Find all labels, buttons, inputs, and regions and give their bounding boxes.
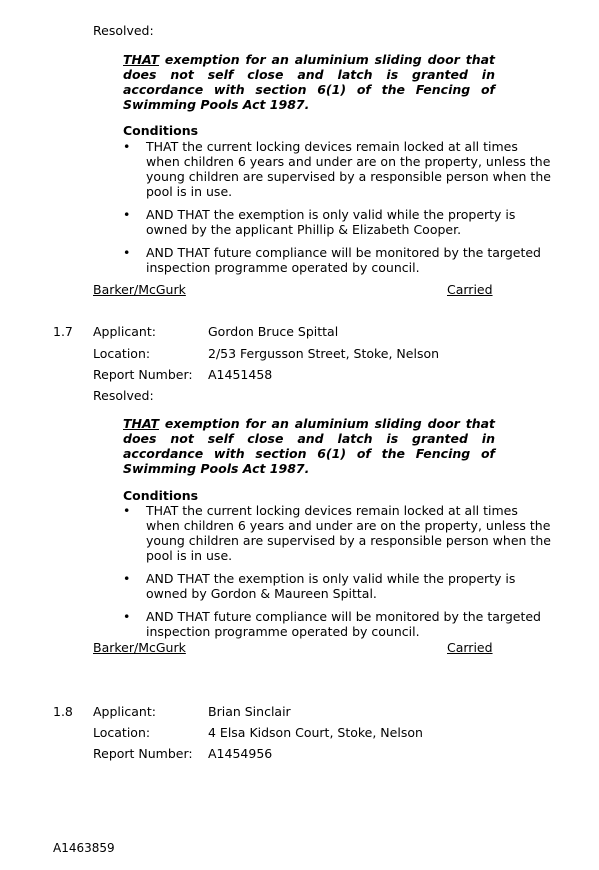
condition-item (123, 503, 553, 563)
resolved-label: Resolved: (93, 23, 154, 38)
conditions-list (123, 139, 553, 275)
bullet-icon: • (123, 207, 131, 222)
result-carried: Carried (447, 640, 493, 655)
bullet-icon: • (123, 503, 131, 518)
resolution-text (123, 416, 495, 476)
location-value: 2/53 Fergusson Street, Stoke, Nelson (208, 346, 440, 361)
condition-item (123, 571, 553, 601)
bullet-icon: • (123, 245, 131, 260)
condition-item (123, 245, 553, 275)
bullet-icon: • (123, 571, 131, 586)
resolution-text (123, 52, 495, 112)
location-value: 4 Elsa Kidson Court, Stoke, Nelson (208, 725, 423, 740)
location-label: Location: (93, 346, 151, 361)
location-label: Location: (93, 725, 151, 740)
bullet-icon: • (123, 609, 131, 624)
conditions-heading: Conditions (123, 123, 199, 138)
conditions-list (123, 503, 553, 639)
condition-text: THAT the current locking devices remain locked at all times when children 6 years and under are on the property, unless the young children are supervised by a responsible person when the pool is in use. (146, 139, 551, 199)
report-number-label: Report Number: (93, 367, 193, 382)
mover-seconder: Barker/McGurk (93, 640, 186, 655)
resolution-body: exemption for an aluminium sliding door that does not self close and latch is granted in accordance with section 6(1) of the Fencing of Swimming Pools Act 1987. (123, 416, 495, 476)
condition-text: AND THAT the exemption is only valid while the property is owned by Gordon & Maureen Spittal. (146, 571, 516, 601)
document-id: A1463859 (53, 841, 115, 855)
report-number-value: A1454956 (208, 746, 273, 761)
bullet-icon: • (123, 139, 131, 154)
condition-text: AND THAT future compliance will be monitored by the targeted inspection programme operated by council. (146, 609, 541, 639)
applicant-value: Gordon Bruce Spittal (208, 324, 339, 339)
conditions-heading: Conditions (123, 488, 199, 503)
applicant-label: Applicant: (93, 324, 156, 339)
result-carried: Carried (447, 282, 493, 297)
item-number: 1.7 (53, 324, 73, 339)
resolution-that: THAT (123, 52, 159, 67)
item-number: 1.8 (53, 704, 73, 719)
resolved-label: Resolved: (93, 388, 154, 403)
condition-text: AND THAT the exemption is only valid while the property is owned by the applicant Phillip & Elizabeth Cooper. (146, 207, 516, 237)
mover-seconder: Barker/McGurk (93, 282, 186, 297)
condition-text: THAT the current locking devices remain locked at all times when children 6 years and under are on the property, unless the young children are supervised by a responsible person when the pool is in use. (146, 503, 551, 563)
applicant-label: Applicant: (93, 704, 156, 719)
resolution-body: exemption for an aluminium sliding door that does not self close and latch is granted in accordance with section 6(1) of the Fencing of Swimming Pools Act 1987. (123, 52, 495, 112)
applicant-value: Brian Sinclair (208, 704, 291, 719)
condition-item (123, 207, 553, 237)
resolution-that: THAT (123, 416, 159, 431)
report-number-label: Report Number: (93, 746, 193, 761)
condition-text: AND THAT future compliance will be monitored by the targeted inspection programme operated by council. (146, 245, 541, 275)
condition-item (123, 139, 553, 199)
condition-item (123, 609, 553, 639)
report-number-value: A1451458 (208, 367, 273, 382)
